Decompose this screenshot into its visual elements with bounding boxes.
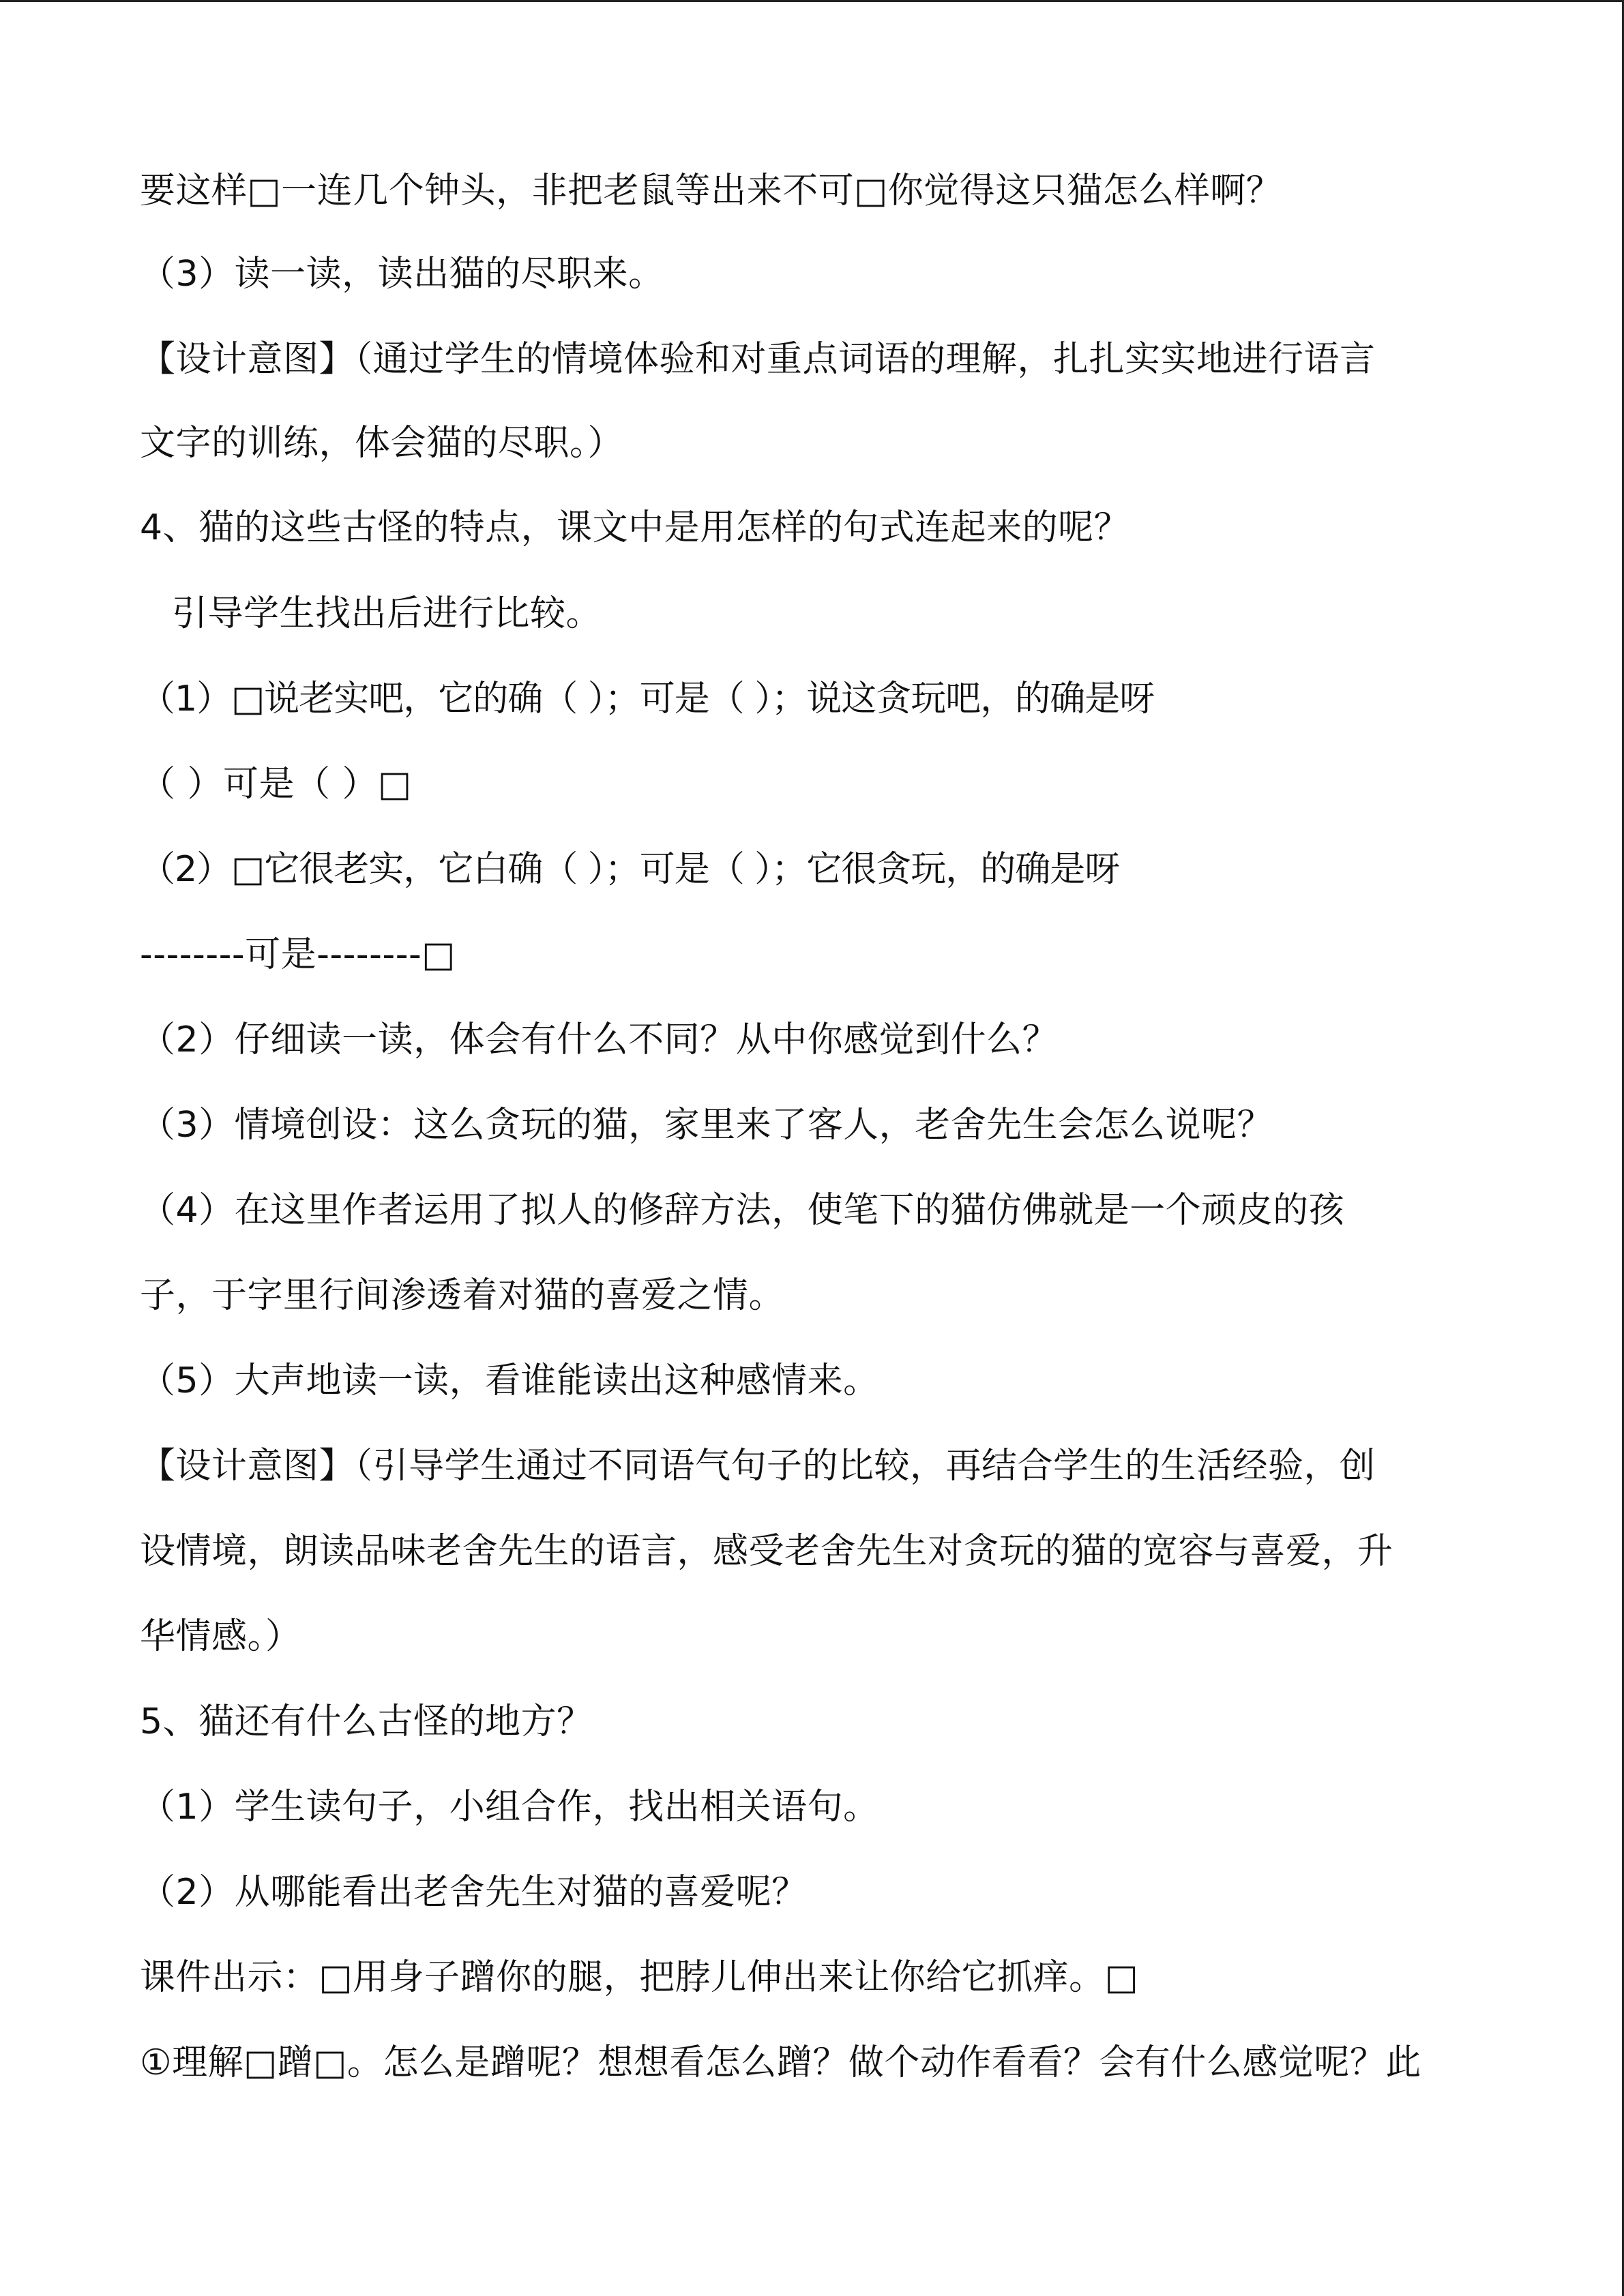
text-line-2: （3）读一读，读出猫的尽职来。	[140, 254, 664, 295]
text-line-12: （3）情境创设：这么贪玩的猫，家里来了客人，老舍先生会怎么说呢？	[140, 1105, 1273, 1146]
text-line-9: （2）□它很老实，它白确（ ）；可是（ ）；它很贪玩，的确是呀	[140, 849, 1120, 890]
text-line-5: 4、猫的这些古怪的特点，课文中是用怎样的句式连起来的呢？	[140, 507, 1130, 548]
text-line-3: 【设计意图】（通过学生的情境体验和对重点词语的理解，扎扎实实地进行语言	[140, 339, 1376, 380]
text-line-19: 5、猫还有什么古怪的地方？	[140, 1701, 593, 1742]
text-line-15: （5）大声地读一读，看谁能读出这种感情来。	[140, 1360, 879, 1401]
text-line-11: （2）仔细读一读，体会有什么不同？从中你感觉到什么？	[140, 1019, 1059, 1060]
text-line-13: （4）在这里作者运用了拟人的修辞方法，使笔下的猫仿佛就是一个顽皮的孩	[140, 1190, 1345, 1231]
text-line-6: 引导学生找出后进行比较。	[172, 593, 602, 634]
text-line-16: 【设计意图】（引导学生通过不同语气句子的比较，再结合学生的生活经验，创	[140, 1446, 1376, 1487]
text-line-20: （1）学生读句子，小组合作，找出相关语句。	[140, 1787, 879, 1828]
text-line-21: （2）从哪能看出老舍先生对猫的喜爱呢？	[140, 1872, 808, 1913]
text-line-23: ①理解□蹭□。怎么是蹭呢？想想看怎么蹭？做个动作看看？会有什么感觉呢？此	[140, 2042, 1421, 2083]
text-line-4: 文字的训练，体会猫的尽职。）	[140, 423, 624, 464]
text-line-1: 要这样□一连几个钟头，非把老鼠等出来不可□你觉得这只猫怎么样啊？	[140, 170, 1282, 211]
text-line-10: --------可是--------□	[140, 934, 456, 975]
text-line-17: 设情境，朗读品味老舍先生的语言，感受老舍先生对贪玩的猫的宽容与喜爱，升	[140, 1531, 1393, 1572]
text-line-18: 华情感。）	[140, 1616, 301, 1657]
text-line-8: （ ）可是（ ）□	[140, 764, 412, 805]
text-line-22: 课件出示：□用身子蹭你的腿，把脖儿伸出来让你给它抓痒。□	[140, 1957, 1139, 1998]
text-line-7: （1）□说老实吧，它的确（ ）；可是（ ）；说这贪玩吧，的确是呀	[140, 679, 1155, 719]
text-line-14: 子，于字里行间渗透着对猫的喜爱之情。	[140, 1275, 785, 1316]
